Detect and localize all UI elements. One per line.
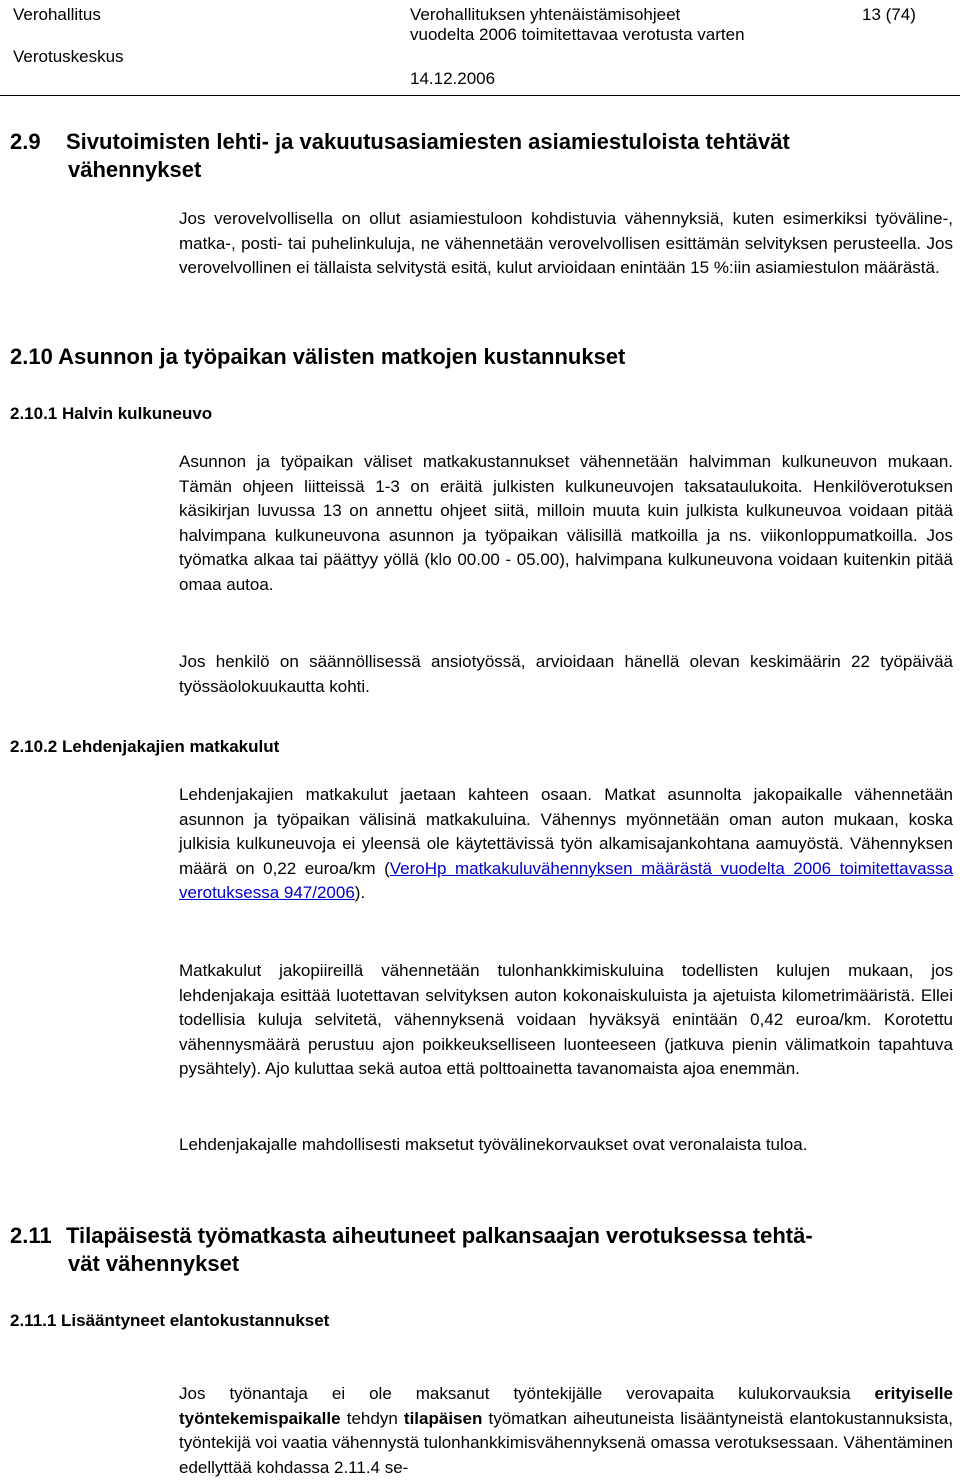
header-org: Verohallitus bbox=[13, 5, 101, 24]
heading-number: 2.9 bbox=[10, 129, 41, 154]
paragraph: Asunnon ja työpaikan väliset matkakustannukset vähennetään halvimman kulkuneuvon mukaan. Tämän ohjeen liitteissä 1-3 on eräitä julkisten kulkuneuvojen taksataulukoita. Henkilöverotuksen käsikirjan luvussa 13 on annettu ohjeet siitä, milloin muuta kuin julkista kulkuneuvoa voidaan pitää halvimpana kulkuneuvona asunnon ja työpaikan välisillä matkoilla ja ns. viikonloppumatkoilla. Jos työmatka alkaa tai päättyy yöllä (klo 00.00 - 05.00), halvimpana kulkuneuvona voidaan kuitenkin pitää omaa autoa. bbox=[179, 452, 953, 594]
paragraph-text: tehdyn bbox=[340, 1408, 404, 1428]
paragraph-text: ). bbox=[354, 883, 366, 902]
heading-2-11 bbox=[10, 1222, 950, 1278]
paragraph-text: Lehdenjakajien matkakulut jaetaan kahteen osaan. Matkat asunnolta jakopaikalle vähennetään asunnon ja työpaikan välisinä matkakuluina. Vähennys myönnetään oman auton mukaan, koska julkisia kulkuneuvoja ei yleensä ole käytettävissä työn alkamisajankohtana aamuyöstä. Vähennyksen määrä on 0,22 euroa/km ( bbox=[179, 785, 953, 878]
paragraph-bold: tilapäisen bbox=[403, 1408, 483, 1428]
heading-title-cont: vähennykset bbox=[68, 157, 202, 182]
heading-title-cont: vät vähennykset bbox=[68, 1251, 240, 1276]
heading-title: Sivutoimisten lehti- ja vakuutusasiamiesten asiamiestuloista tehtävät bbox=[66, 129, 790, 154]
header-dept: Verotuskeskus bbox=[13, 47, 124, 66]
heading-title: Tilapäisestä työmatkasta aiheutuneet palkansaajan verotuksessa tehtä- bbox=[66, 1223, 813, 1248]
paragraph-bold: erityiselle työntekemispaikalle bbox=[179, 1384, 953, 1428]
paragraph: Jos verovelvollisella on ollut asiamiestuloon kohdistuvia vähennyksiä, kuten esimerkiksi työväline-, matka-, posti- tai puhelinkuluja, ne vähennetään verovelvollisen esittämän selvityksen perusteella. Jos verovelvollinen ei tällaista selvitystä esitä, kulut arvioidaan enintään 15 %:iin asiamiestulon määrästä. bbox=[179, 209, 953, 277]
heading-2-10-1: 2.10.1 Halvin kulkuneuvo bbox=[10, 404, 213, 423]
heading-2-9 bbox=[10, 128, 950, 184]
heading-2-10-2: 2.10.2 Lehdenjakajien matkakulut bbox=[10, 737, 280, 756]
paragraph: Matkakulut jakopiireillä vähennetään tulonhankkimiskuluina todellisten kulujen mukaan, jos lehdenjakaja esittää luotettavan selvityksen auton kokonaiskuluista ja ajetuista kilometrimääristä. Ellei todellisia kuluja selvitetä, vähennyksenä voidaan hyväksyä enintään 0,42 euroa/km. Korotettu vähennysmäärä perustuu ajon poikkeukselliseen luonteeseen (jatkuva pienin välimatkoin tapahtuva pysähtely). Ajo kuluttaa sekä autoa että polttoainetta tavanomaista ajoa enemmän. bbox=[179, 961, 953, 1078]
verohp-link[interactable]: VeroHp matkakuluvähennyksen määrästä vuodelta 2006 toimitettavassa verotuksessa 947/2006 bbox=[179, 858, 953, 902]
paragraph: Jos henkilö on säännöllisessä ansiotyössä, arvioidaan hänellä olevan keskimäärin 22 työpäivää työssäolokuukautta kohti. bbox=[179, 652, 953, 696]
paragraph-text: Jos työnantaja ei ole maksanut työntekijälle verovapaita kulukorvauksia bbox=[179, 1384, 875, 1403]
heading-2-11-1: 2.11.1 Lisääntyneet elantokustannukset bbox=[10, 1311, 330, 1330]
paragraph bbox=[179, 783, 953, 906]
header-page-number: 13 (74) bbox=[862, 5, 916, 24]
header-doc-title: Verohallituksen yhtenäistämisohjeet bbox=[410, 5, 681, 24]
paragraph: Lehdenjakajalle mahdollisesti maksetut työvälinekorvaukset ovat veronalaista tuloa. bbox=[179, 1135, 808, 1154]
paragraph bbox=[179, 1382, 953, 1480]
header-date: 14.12.2006 bbox=[410, 69, 496, 88]
paragraph-text: työmatkan aiheutuneista lisääntyneistä elantokustannuksista, työntekijä voi vaatia vähennystä tulonhankkimisvähennyksenä omassa verotuksessaan. Vähentäminen edellyttää kohdassa 2.11.4 se- bbox=[179, 1408, 953, 1477]
header-divider bbox=[0, 95, 960, 96]
header-doc-subtitle: vuodelta 2006 toimitettavaa verotusta varten bbox=[410, 25, 745, 44]
heading-2-10: 2.10 Asunnon ja työpaikan välisten matkojen kustannukset bbox=[10, 344, 626, 369]
heading-number: 2.11 bbox=[10, 1223, 52, 1248]
